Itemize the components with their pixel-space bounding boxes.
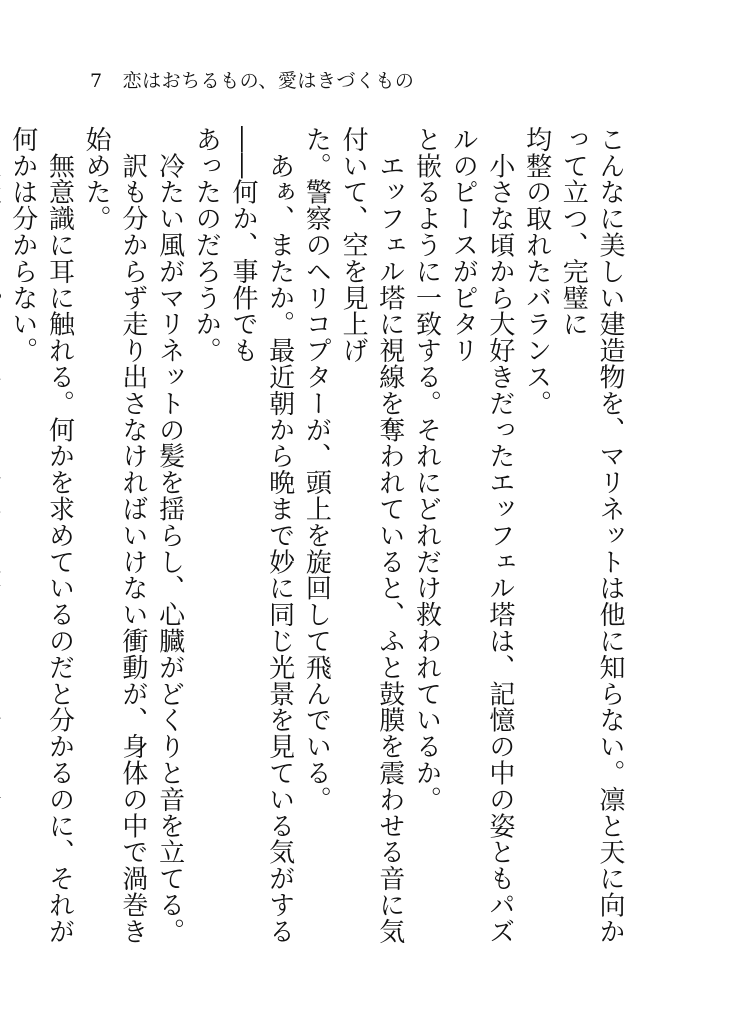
text-line: あったのだろうか。 xyxy=(191,126,222,364)
text-line xyxy=(0,126,4,966)
text-line: 小さな頃から大好きだったエッフェル塔は、記憶の中の姿ともパズルのピースがピタリ xyxy=(448,126,515,945)
text-line: 訳も分からず走り出さなければいけない衝動が、身体の中で渦巻き始めた。 xyxy=(81,126,148,945)
text-line: 冷たい風がマリネットの髪を揺らし、心臓がどくりと音を立てる。 xyxy=(154,126,185,945)
page-number: 7 xyxy=(90,70,103,92)
running-title: 恋はおちるもの、愛はきづくもの xyxy=(122,70,415,92)
text-line: こんなに美しい建造物を、マリネットは他に知らない。凛と天に向かって立つ、完璧に xyxy=(558,126,625,945)
body-text xyxy=(0,126,628,966)
running-header xyxy=(90,66,414,93)
text-line: た。警察のヘリコプターが、頭上を旋回して飛んでいる。 xyxy=(301,126,332,813)
text-line: と嵌るように一致する。それにどれだけ救われているか。 xyxy=(411,126,442,813)
text-line: 無意識に耳に触れる。何かを求めているのだと分かるのに、それが何かは分からない。 xyxy=(7,126,75,945)
text-line: エッフェル塔に視線を奪われていると、ふと鼓膜を震わせる音に気付いて、空を見上げ xyxy=(338,126,405,945)
text-line: 均整の取れたバランス。 xyxy=(521,126,552,417)
text-line: あぁ、またか。最近朝から晩まで妙に同じ光景を見ている気がする――何か、事件でも xyxy=(227,126,295,945)
